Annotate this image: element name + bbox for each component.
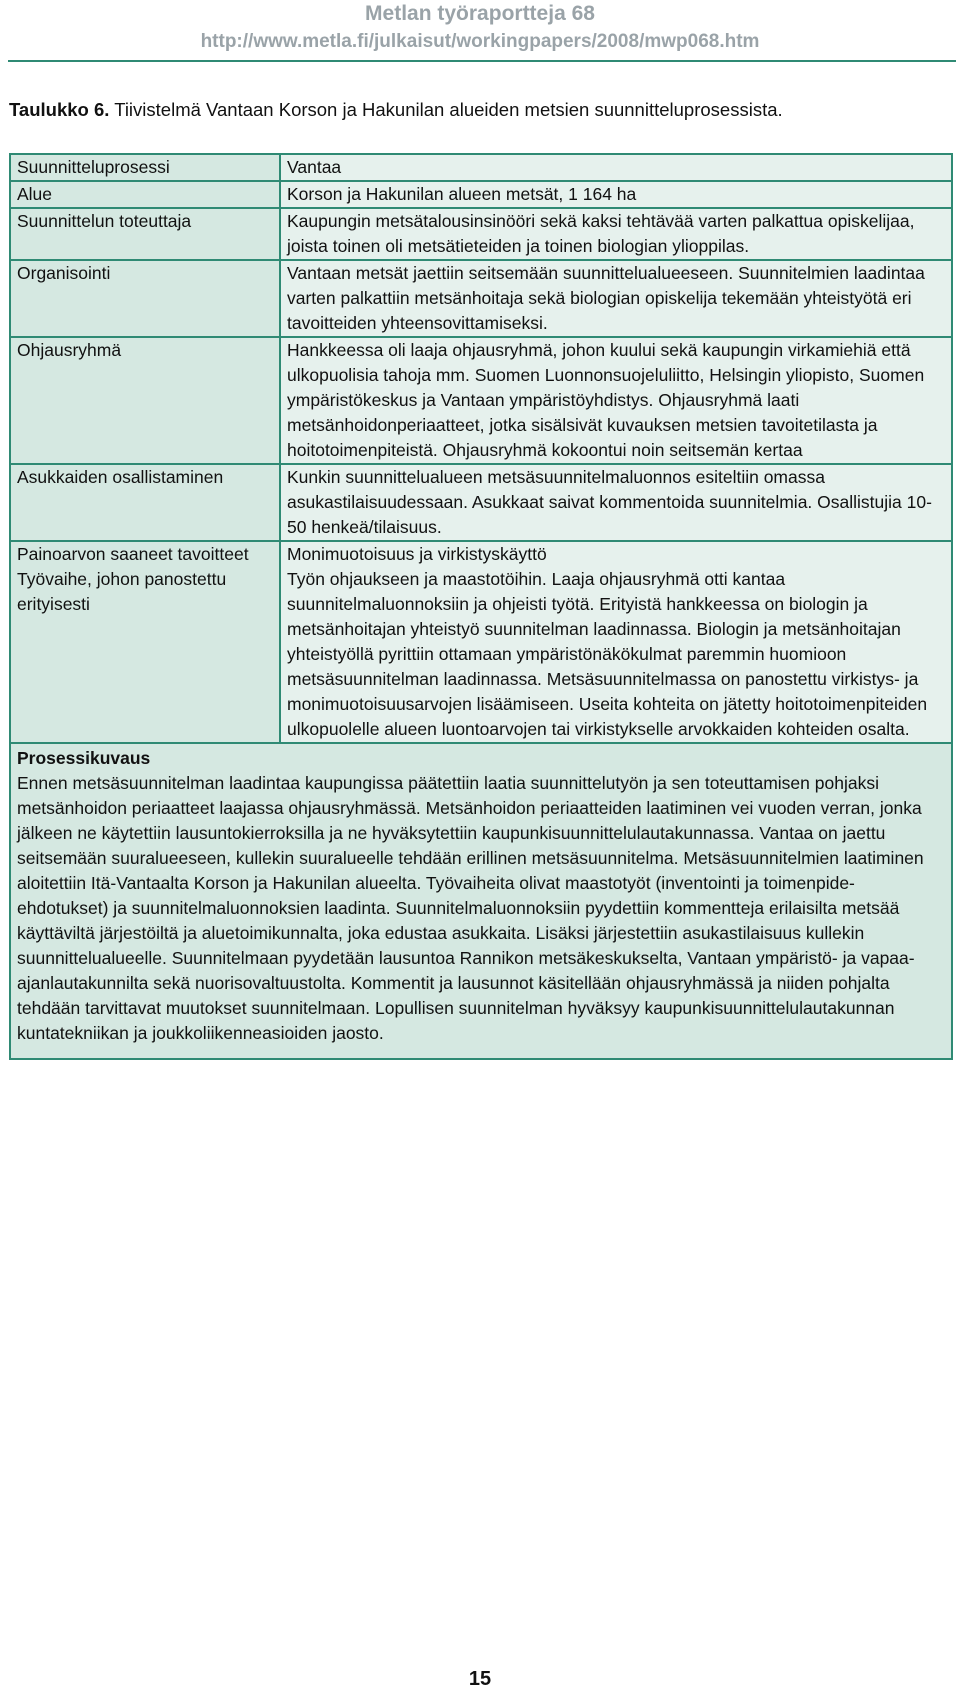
series-title: Metlan työraportteja 68 xyxy=(365,2,595,25)
row-value: Kunkin suunnittelualueen metsäsuunnitelmaluonnos esiteltiin omassa asukastilaisuudessaan. Asukkaat saivat kommentoida suunnitelmia. Osallistujia 10-50 henkeä/tilaisuus. xyxy=(280,464,952,541)
header-rule xyxy=(8,60,956,62)
table-row xyxy=(10,260,952,337)
table-row xyxy=(10,464,952,541)
process-title: Prosessikuvaus xyxy=(17,748,151,768)
table-caption xyxy=(9,99,783,121)
row-label: Painoarvon saaneet tavoitteet xyxy=(10,541,280,567)
row-label: Suunnitteluprosessi xyxy=(10,154,280,181)
table-row xyxy=(10,154,952,181)
table-row xyxy=(10,567,952,743)
series-url[interactable]: http://www.metla.fi/julkaisut/workingpapers/2008/mwp068.htm xyxy=(200,31,760,52)
row-value: Monimuotoisuus ja virkistyskäyttö xyxy=(280,541,952,567)
row-label: Asukkaiden osallistaminen xyxy=(10,464,280,541)
row-value: Vantaa xyxy=(280,154,952,181)
table-row xyxy=(10,208,952,260)
caption-text: Tiivistelmä Vantaan Korson ja Hakunilan alueiden metsien suunnitteluprosessista. xyxy=(109,99,783,120)
row-value: Korson ja Hakunilan alueen metsät, 1 164 ha xyxy=(280,181,952,208)
caption-label: Taulukko 6. xyxy=(9,99,110,120)
summary-table xyxy=(9,153,953,1060)
row-value: Vantaan metsät jaettiin seitsemään suunnittelualueeseen. Suunnitelmien laadintaa varten palkattiin metsänhoitaja sekä biologian opiskelija tekemään yhteistyötä eri tavoitteiden yhteensovittamiseksi. xyxy=(280,260,952,337)
process-description xyxy=(10,743,952,1059)
row-value: Kaupungin metsätalousinsinööri sekä kaksi tehtävää varten palkattua opiskelijaa, joista toinen oli metsätieteiden ja toinen biologian ylioppilas. xyxy=(280,208,952,260)
process-row xyxy=(10,743,952,1059)
row-value: Työn ohjaukseen ja maastotöihin. Laaja ohjausryhmä otti kantaa suunnitelmaluonnoksiin ja ohjeisti työtä. Erityistä hankkeessa on biologin ja metsänhoitajan yhteistyö suunnitelman laadinnassa. Biologin ja metsänhoitajan yhteistyöllä pyrittiin ottamaan ympäristönäkökulmat paremmin huomioon metsäsuunnitelman laadinnassa. Metsäsuunnitelmassa on panostettu virkistys- ja monimuotoisuusarvojen lisäämiseen. Useita kohteita on jätetty hoitotoimenpiteiden ulkopuolelle alueen luontoarvojen tai virkistykselle arvokkaiden kohteiden osalta. xyxy=(280,567,952,743)
row-label: Työvaihe, johon panostettu erityisesti xyxy=(10,567,280,743)
row-label: Alue xyxy=(10,181,280,208)
process-text: Ennen metsäsuunnitelman laadintaa kaupungissa päätettiin laatia suunnittelutyön ja sen toteuttamisen pohjaksi metsänhoidon periaatteet laajassa ohjausryhmässä. Metsänhoidon periaatteiden laatiminen vei vuoden verran, jonka jälkeen ne käytettiin lausuntokierroksilla ja ne hyväksytettiin kaupunkisuunnittelulautakunnassa. Vantaa on jaettu seitsemään suuralueeseen, kullekin suuralueelle tehdään erillinen metsäsuunnitelma. Metsäsuunnitelmien laatiminen aloitettiin Itä-Vantaalta Korson ja Hakunilan alueelta. Työvaiheita olivat maastotyöt (inventointi ja toimenpide-ehdotukset) ja suunnitelmaluonnoksien laadinta. Suunnitelmaluonnoksiin pyydettiin kommentteja erilaisilta metsää käyttäviltä järjestöiltä ja aluetoimikunnalta, joka edustaa asukkaita. Lisäksi järjestettiin asukastilaisuus kullekin suunnittelualueelle. Suunnitelmaan pyydetään lausuntoa Rannikon metsäkeskukselta, Vantaan ympäristö- ja vapaa-ajanlautakunnilta sekä nuorisovaltuustolta. Kommentit ja lausunnot käsitellään ohjausryhmässä ja niiden pohjalta tehdään tarvittavat muutokset suunnitelmaan. Lopullisen suunnitelman hyväksyy kaupunkisuunnittelulautakunnan kuntatekniikan ja joukkoliikenneasioiden jaosto. xyxy=(17,773,924,1043)
row-label: Suunnittelun toteuttaja xyxy=(10,208,280,260)
table-row xyxy=(10,181,952,208)
table-row xyxy=(10,337,952,464)
table-row xyxy=(10,541,952,567)
row-label: Ohjausryhmä xyxy=(10,337,280,464)
row-label: Organisointi xyxy=(10,260,280,337)
page-number: 15 xyxy=(468,1668,492,1690)
row-value: Hankkeessa oli laaja ohjausryhmä, johon kuului sekä kaupungin virkamiehiä että ulkopuolisia tahoja mm. Suomen Luonnonsuojeluliitto, Helsingin yliopisto, Suomen ympäristökeskus ja Vantaan ympäristöyhdistys. Ohjausryhmä laati metsänhoidonperiaatteet, jotka sisälsivät kuvauksen metsien tavoitetilasta ja hoitotoimenpiteistä. Ohjausryhmä kokoontui noin seitsemän kertaa xyxy=(280,337,952,464)
